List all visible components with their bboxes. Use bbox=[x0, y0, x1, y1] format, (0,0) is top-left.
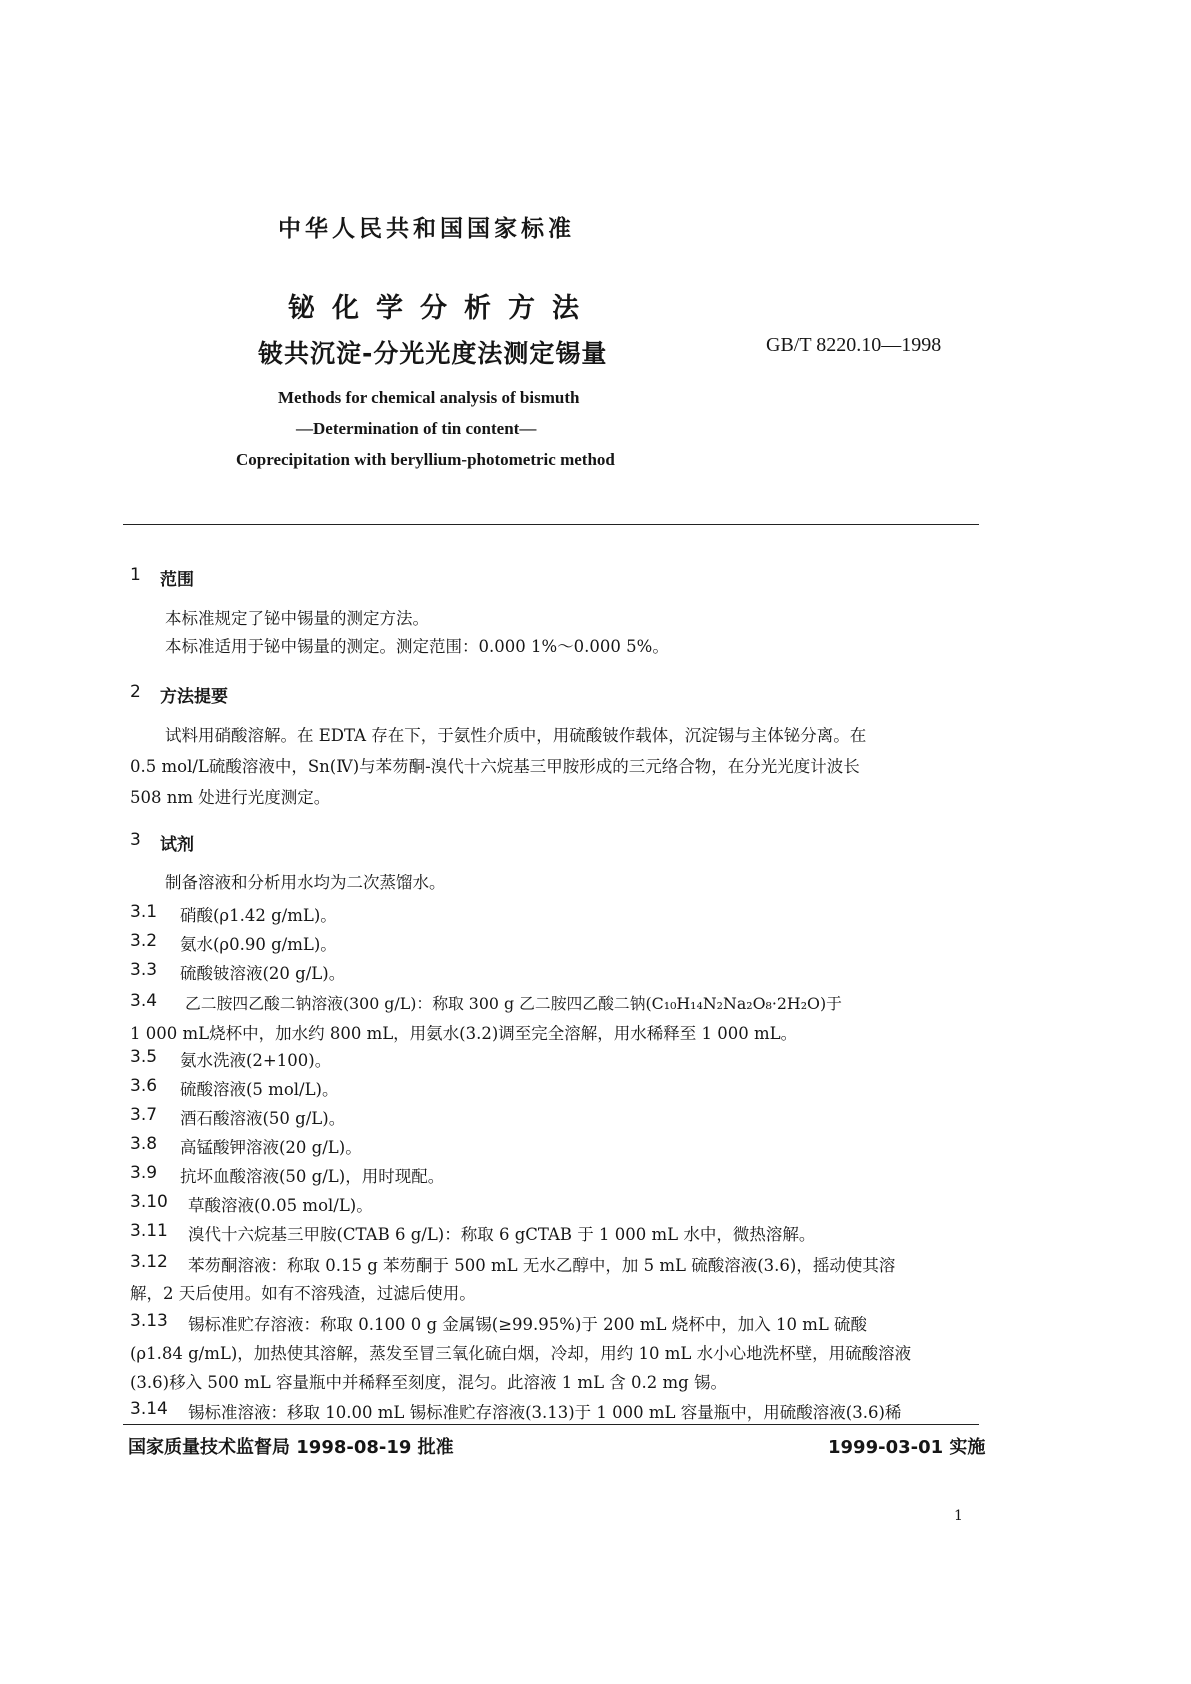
page-title-line1: 铋化学分析方法 bbox=[288, 293, 596, 324]
english-title-line2: —Determination of tin content— bbox=[296, 419, 537, 438]
item-3-1-text: 硝酸(ρ1.42 g/mL)。 bbox=[180, 906, 337, 925]
header-divider bbox=[123, 524, 979, 525]
section-2-line-3: 508 nm 处进行光度测定。 bbox=[130, 788, 331, 807]
page-title-line2: 铍共沉淀-分光光度法测定锡量 bbox=[258, 339, 608, 368]
item-3-7-text: 酒石酸溶液(50 g/L)。 bbox=[180, 1109, 346, 1128]
section-1-number: 1 bbox=[130, 565, 141, 585]
item-3-2-number: 3.2 bbox=[130, 931, 158, 951]
item-3-13-continuation-2: (3.6)移入 500 mL 容量瓶中并稀释至刻度，混匀。此溶液 1 mL 含 0.2 mg 锡。 bbox=[130, 1373, 727, 1392]
item-3-1-number: 3.1 bbox=[130, 902, 158, 922]
item-3-13-continuation-1: (ρ1.84 g/mL)，加热使其溶解，蒸发至冒三氧化硫白烟，冷却，用约 10 mL 水小心地洗杯壁，用硫酸溶液 bbox=[130, 1344, 912, 1363]
section-3-number: 3 bbox=[130, 830, 141, 850]
item-3-3-number: 3.3 bbox=[130, 960, 158, 980]
section-1-paragraph-2: 本标准适用于铋中锡量的测定。测定范围：0.000 1%～0.000 5%。 bbox=[165, 637, 669, 656]
section-2-line-1: 试料用硝酸溶解。在 EDTA 存在下，于氨性介质中，用硫酸铍作载体，沉淀锡与主体铋分离。在 bbox=[165, 726, 867, 745]
item-3-11-text: 溴代十六烷基三甲胺(CTAB 6 g/L)：称取 6 gCTAB 于 1 000 mL 水中，微热溶解。 bbox=[188, 1225, 816, 1244]
section-3-intro: 制备溶液和分析用水均为二次蒸馏水。 bbox=[165, 873, 446, 892]
section-2-line-2: 0.5 mol/L硫酸溶液中，Sn(Ⅳ)与苯芴酮-溴代十六烷基三甲胺形成的三元络合物，在分光光度计波长 bbox=[130, 757, 860, 776]
item-3-12-continuation: 解，2 天后使用。如有不溶残渣，过滤后使用。 bbox=[130, 1284, 476, 1303]
item-3-12-text: 苯芴酮溶液：称取 0.15 g 苯芴酮于 500 mL 无水乙醇中，加 5 mL 硫酸溶液(3.6)，摇动使其溶 bbox=[188, 1256, 896, 1275]
item-3-13-text: 锡标准贮存溶液：称取 0.100 0 g 金属锡(≥99.95%)于 200 mL 烧杯中，加入 10 mL 硫酸 bbox=[188, 1315, 868, 1334]
section-1-paragraph-1: 本标准规定了铋中锡量的测定方法。 bbox=[165, 609, 429, 628]
item-3-14-number: 3.14 bbox=[130, 1399, 168, 1419]
national-standard-label: 中华人民共和国国家标准 bbox=[278, 216, 575, 242]
item-3-9-number: 3.9 bbox=[130, 1163, 158, 1183]
item-3-7-number: 3.7 bbox=[130, 1105, 158, 1125]
item-3-2-text: 氨水(ρ0.90 g/mL)。 bbox=[180, 935, 337, 954]
item-3-4-number: 3.4 bbox=[130, 991, 158, 1011]
page-number: 1 bbox=[954, 1508, 963, 1524]
item-3-10-number: 3.10 bbox=[130, 1192, 168, 1212]
item-3-3-text: 硫酸铍溶液(20 g/L)。 bbox=[180, 964, 346, 983]
section-1-heading: 范围 bbox=[160, 570, 194, 590]
item-3-6-number: 3.6 bbox=[130, 1076, 158, 1096]
footer-divider bbox=[123, 1424, 979, 1425]
section-3-heading: 试剂 bbox=[160, 835, 194, 855]
standard-code: GB/T 8220.10—1998 bbox=[766, 334, 942, 356]
item-3-13-number: 3.13 bbox=[130, 1311, 168, 1331]
item-3-10-text: 草酸溶液(0.05 mol/L)。 bbox=[188, 1196, 373, 1215]
section-2-number: 2 bbox=[130, 682, 141, 702]
item-3-8-number: 3.8 bbox=[130, 1134, 158, 1154]
item-3-12-number: 3.12 bbox=[130, 1252, 168, 1272]
item-3-4-text: 乙二胺四乙酸二钠溶液(300 g/L)：称取 300 g 乙二胺四乙酸二钠(C₁₀H₁₄N₂Na₂O₈·2H₂O)于 bbox=[185, 994, 842, 1013]
item-3-11-number: 3.11 bbox=[130, 1221, 168, 1241]
english-title-line1: Methods for chemical analysis of bismuth bbox=[278, 388, 580, 407]
item-3-9-text: 抗坏血酸溶液(50 g/L)，用时现配。 bbox=[180, 1167, 445, 1186]
implementation-date: 1999-03-01 实施 bbox=[828, 1437, 986, 1458]
section-2-heading: 方法提要 bbox=[160, 687, 228, 707]
item-3-5-number: 3.5 bbox=[130, 1047, 158, 1067]
english-title-line3: Coprecipitation with beryllium-photometric method bbox=[236, 450, 615, 469]
approval-note: 国家质量技术监督局 1998-08-19 批准 bbox=[128, 1437, 454, 1458]
item-3-8-text: 高锰酸钾溶液(20 g/L)。 bbox=[180, 1138, 362, 1157]
item-3-4-continuation: 1 000 mL烧杯中，加水约 800 mL，用氨水(3.2)调至完全溶解，用水稀释至 1 000 mL。 bbox=[130, 1024, 798, 1043]
item-3-14-text: 锡标准溶液：移取 10.00 mL 锡标准贮存溶液(3.13)于 1 000 mL 容量瓶中，用硫酸溶液(3.6)稀 bbox=[188, 1403, 902, 1422]
item-3-6-text: 硫酸溶液(5 mol/L)。 bbox=[180, 1080, 339, 1099]
item-3-5-text: 氨水洗液(2+100)。 bbox=[180, 1051, 332, 1070]
